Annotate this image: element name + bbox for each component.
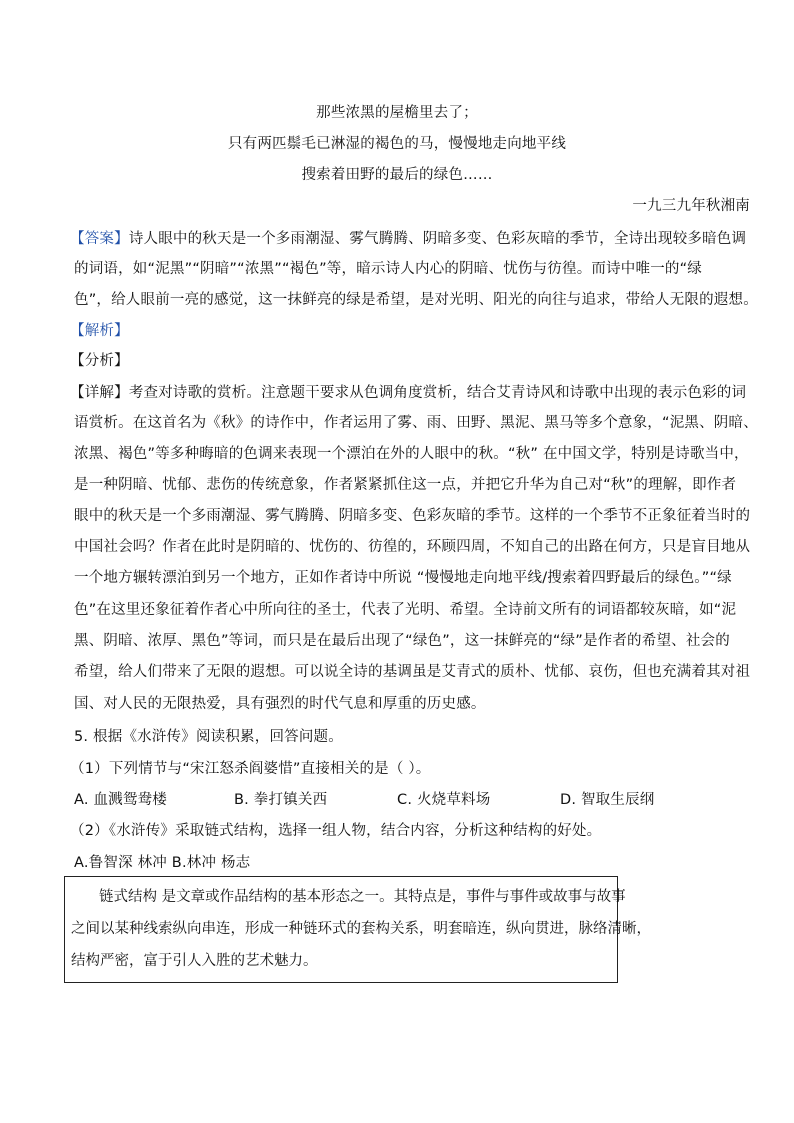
detail-line: 黑、阴暗、浓厚、黑色”等词，而只是在最后出现了“绿色”，这一抹鲜亮的“绿”是作者的希望、社会的 [74, 633, 730, 649]
poem-line: 搜索着田野的最后的绿色…… [301, 167, 493, 183]
answer-line: 的词语，如“泥黑”“阴暗”“浓黑”“褐色”等，暗示诗人内心的阴暗、忧伤与彷徨。而诗中唯一的“绿 [74, 261, 703, 277]
option-b: B. 拳打镇关西 [234, 792, 328, 808]
note-box [64, 876, 651, 983]
note-line: 链式结构 是文章或作品结构的基本形态之一。其特点是，事件与事件或故事与故事 [99, 889, 626, 905]
question-sub2: （2）《水浒传》采取链式结构，选择一组人物，结合内容，分析这种结构的好处。 [70, 823, 602, 839]
detail-line: 浓黑、褐色”等多种晦暗的色调来表现一个漂泊在外的人眼中的秋。“秋” 在中国文学，特别是诗歌当中， [74, 446, 749, 462]
option-c: C. 火烧草料场 [397, 792, 491, 808]
detail-line [70, 383, 750, 403]
jiexi-tag: 【解析】 [70, 323, 129, 339]
answer-tag: 【答案】 [70, 231, 129, 247]
poem-line: 那些浓黑的屋檐里去了； [316, 105, 478, 121]
detail-line: 中国社会吗？作者在此时是阴暗的、忧伤的、彷徨的，环顾四周，不知自己的出路在何方，只是盲目地从 [74, 539, 751, 555]
detail-line: 语赏析。在这首名为《秋》的诗作中，作者运用了雾、雨、田野、黑泥、黑马等多个意象，“泥黑、阴暗、 [74, 415, 758, 431]
answer-line: 色”，给人眼前一亮的感觉，这一抹鲜亮的绿是希望，是对光明、阳光的向往与追求，带给人无限的遐想。 [74, 292, 758, 308]
detail-line: 是一种阴暗、忧郁、悲伤的传统意象，作者紧紧抓住这一点，并把它升华为自己对“秋”的理解，即作者 [74, 477, 737, 493]
note-line: 之间以某种线索纵向串连，形成一种链环式的套构关系，明套暗连，纵向贯进，脉络清晰， [71, 921, 651, 937]
detail-line: 希望，给人们带来了无限的遐想。可以说全诗的基调虽是艾青式的质朴、忧郁、哀伤，但也充满着其对祖 [74, 664, 751, 680]
detail-line: 一个地方辗转漂泊到另一个地方，正如作者诗中所说 “慢慢地走向地平线/搜索着四野最后的绿色。”“绿 [74, 570, 732, 586]
note-line: 结构严密，富于引人入胜的艺术魅力。 [71, 953, 318, 969]
option-a: A. 血溅鸳鸯楼 [74, 792, 167, 808]
poem-line: 只有两匹鬃毛已淋湿的褐色的马，慢慢地走向地平线 [227, 136, 567, 152]
answer-text: 诗人眼中的秋天是一个多雨潮湿、雾气腾腾、阴暗多变、色彩灰暗的季节，全诗出现较多暗色调 [128, 231, 747, 247]
question-sub1: （1）下列情节与“宋江怒杀阎婆惜”直接相关的是（ ）。 [70, 761, 431, 777]
detail-line: 色”在这里还象征着作者心中所向往的圣士，代表了光明、希望。全诗前文所有的词语都较灰暗，如“泥 [74, 602, 737, 618]
answer-line [70, 229, 750, 249]
question-stem: 5. 根据《水浒传》阅读积累，回答问题。 [74, 729, 343, 745]
detail-text: 考查对诗歌的赏析。注意题干要求从色调角度赏析，结合艾青诗风和诗歌中出现的表示色彩的词 [128, 385, 747, 401]
detail-line: 国、对人民的无限热爱，具有强烈的时代气息和厚重的历史感。 [74, 696, 486, 712]
option-d: D. 智取生辰纲 [560, 792, 655, 808]
detail-line: 眼中的秋天是一个多雨潮湿、雾气腾腾、阴暗多变、色彩灰暗的季节。这样的一个季节不正象征着当时的 [74, 508, 751, 524]
poem-date: 一九三九年秋湘南 [632, 198, 750, 214]
detail-tag: 【详解】 [70, 385, 129, 401]
fenxi-tag: 【分析】 [70, 353, 129, 369]
character-groups: A.鲁智深 林冲 B.林冲 杨志 [74, 855, 251, 871]
